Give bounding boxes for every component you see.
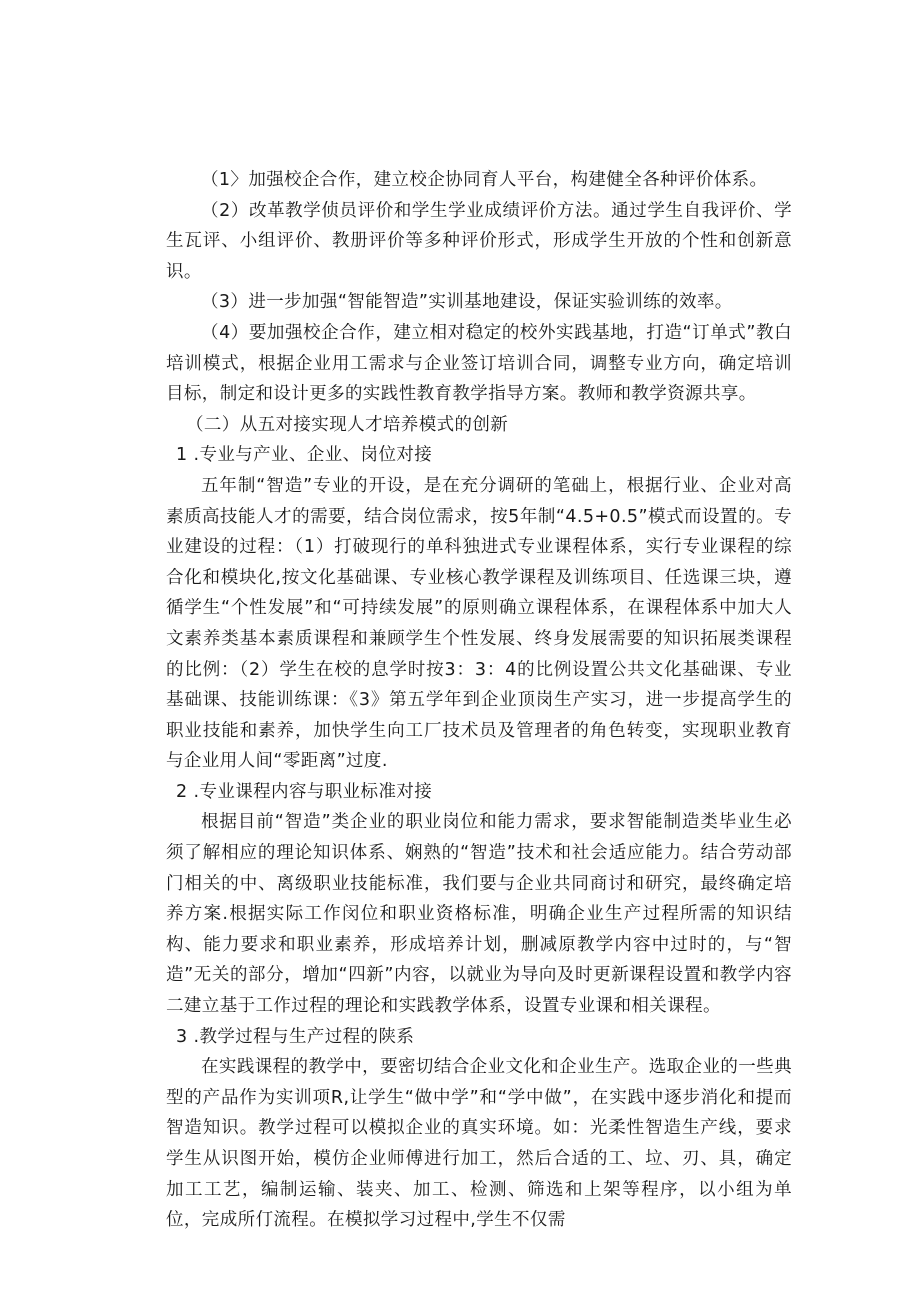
- section-heading: （二）从五对接实现人才培养模式的创新: [186, 414, 509, 435]
- document-body: [166, 165, 792, 1236]
- subsection-body-2: 根据目前“智造”类企业的职业岗位和能力需求，要求智能制造类毕业生必须了解相应的理论知识体系、娴熟的“智造”技术和社会适应能力。结合劳动部门相关的中、离级职业技能标准，我们要与企业共同商讨和研究，最终确定培养方案.根据实际工作闵位和职业资格标准，明确企业生产过程所需的知识结构、能力要求和职业素养，形成培养计划，删减原教学内容中过时的，与“智造”无关的部分，增加“四新”内容，以就业为导向及时更新课程设置和教学内容二建立基于工作过程的理论和实践教学体系，设置专业课和相关课程。: [166, 812, 792, 1017]
- subsection-heading-2: 2 .专业课程内容与职业标准对接: [176, 781, 433, 802]
- list-item-4: （4）要加强校企合作，建立相对稳定的校外实践基地，打造“订单式”教白培训模式，根据企业用工需求与企业签订培训合同，调整专业方向，确定培训目标，制定和设计更多的实践性教育教学指导方案。教师和教学资源共享。: [166, 322, 792, 405]
- subsection-heading-1: 1 .专业与产业、企业、岗位对接: [176, 445, 433, 466]
- subsection-body-1: 五年制“智造”专业的开设，是在充分调研的笔础上，根据行业、企业对高素质高技能人才的需要，结合岗位需求，按5年制“4.5+0.5”模式而设置的。专业建设的过程：（1）打破现行的单科独进式专业课程体系，实行专业课程的综合化和模块化,按文化基础课、专业核心教学课程及训练项目、任选课三块，遵循学生“个性发展”和“可持续发展”的原则确立课程体系，在课程体系中加大人文素养类基本素质课程和兼顾学生个性发展、终身发展需要的知识拓展类课程的比例：（2）学生在校的息学时按3：3：4的比例设置公共文化基础课、专业基础课、技能训练课：《3》第五学年到企业顶岗生产实习，进一步提高学生的职业技能和素养，加快学生向工厂技术员及管理者的角色转变，实现职业教育与企业用人间“零距离”过度.: [166, 475, 792, 772]
- list-item-1: （1〉加强校企合作，建立校企协同育人平台，构建健全各种评价体系。: [201, 170, 768, 190]
- list-item-2: （2）改革教学侦员评价和学生学业成绩评价方法。通过学生自我评价、学生瓦评、小组评价、教册评价等多种评价形式，形成学生开放的个性和创新意识。: [166, 200, 792, 282]
- subsection-body-3: 在实践课程的教学中，要密切结合企业文化和企业生产。选取企业的一些典型的产品作为实训项R,让学生“做中学”和“学中做”，在实践中逐步消化和提而智造知识。教学过程可以模拟企业的真实环境。如：光柔性智造生产线，要求学生从识图开始，模仿企业师傅进行加工，然后合适的工、垃、刃、具，确定加工工艺，编制运输、装夹、加工、检测、筛选和上架等程序，以小组为单位，完成所仃流程。在模拟学习过程中,学生不仅需: [166, 1057, 792, 1231]
- subsection-heading-3: 3 .教学过程与生产过程的陕系: [176, 1026, 415, 1047]
- list-item-3: （3）进一步加强“智能智造”实训基地建设，保证实验训练的效率。: [201, 292, 733, 313]
